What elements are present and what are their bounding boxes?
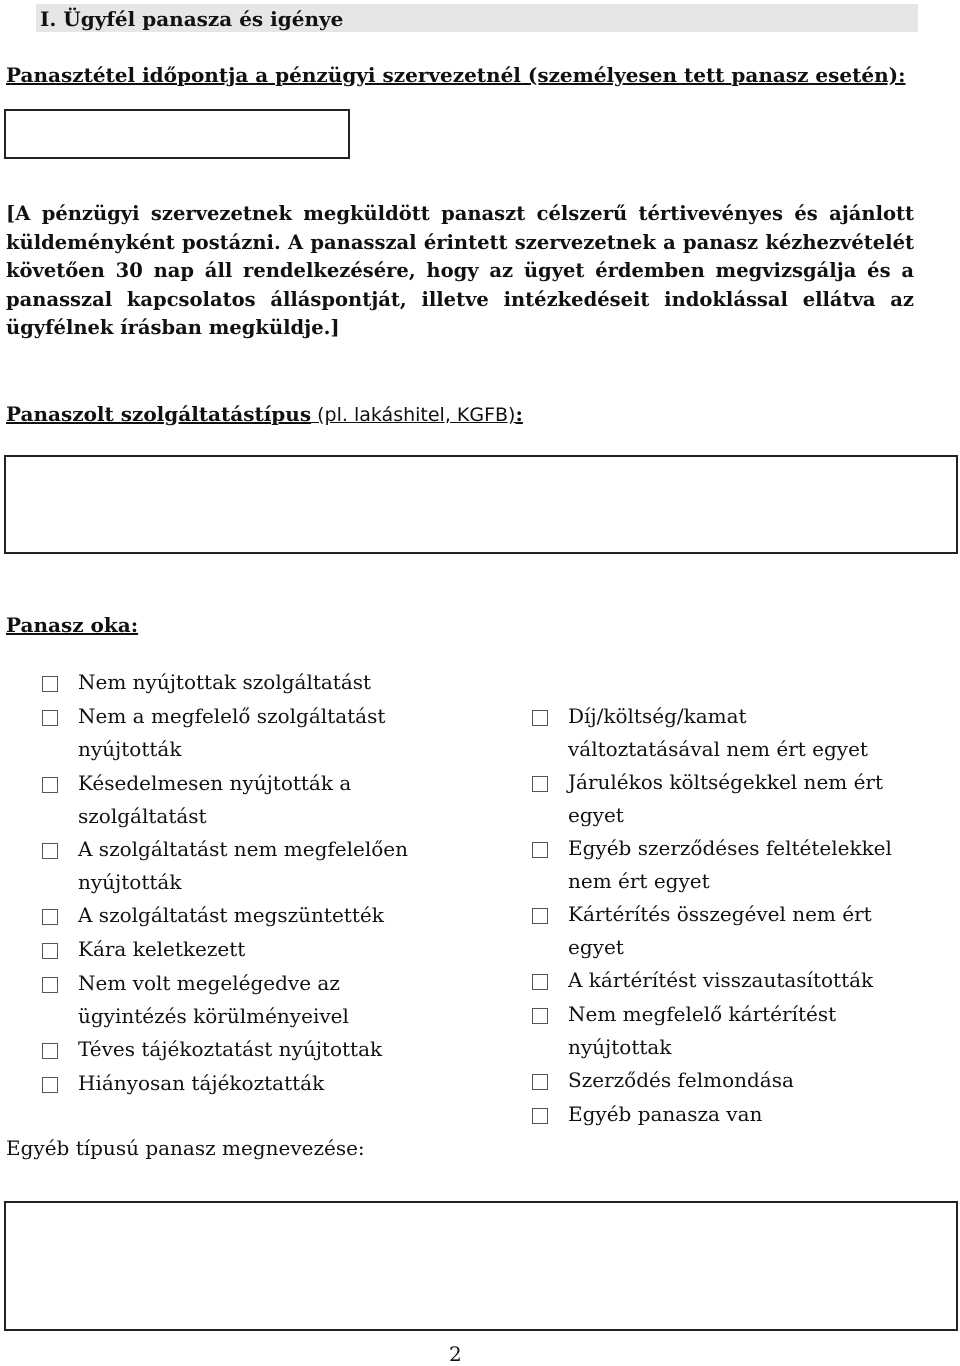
checkbox[interactable] <box>42 1043 58 1059</box>
reason-option-text: Nem volt megelégedve az <box>78 971 340 995</box>
service-type-note: (pl. lakáshitel, KGFB) <box>311 404 516 426</box>
reason-option[interactable] <box>532 898 872 964</box>
reason-option-text: nyújtották <box>78 737 182 761</box>
reason-option[interactable] <box>42 700 385 766</box>
reason-option-text: Járulékos költségekkel nem ért <box>568 770 884 794</box>
notice-paragraph: [A pénzügyi szervezetnek megküldött panaszt célszerű tértivevényes és ajánlott küldeményként postázni. A panasszal érintett szervezetnek a panasz kézhezvételét követően 30 nap áll rendelkezésére, hogy az ügyet érdemben megvizsgálja és a panasszal kapcsolatos álláspontját, illetve intézkedéseit indoklással ellátva az ügyfélnek írásban megküldje.] <box>6 202 914 340</box>
reason-option-text: A szolgáltatást nem megfelelően <box>78 837 409 861</box>
reason-option[interactable] <box>532 998 836 1064</box>
checkbox[interactable] <box>532 974 548 990</box>
reason-option[interactable] <box>42 967 349 1033</box>
reason-option-text: ügyintézés körülményeivel <box>78 1004 349 1028</box>
reason-option-text: Hiányosan tájékoztatták <box>78 1071 325 1095</box>
reason-option-text: Egyéb panasza van <box>568 1102 763 1126</box>
reason-option-text: egyet <box>568 803 624 827</box>
reason-option-text: Nem a megfelelő szolgáltatást <box>78 704 386 728</box>
reason-option[interactable] <box>42 833 408 899</box>
checkbox[interactable] <box>532 1074 548 1090</box>
reason-option-text: szolgáltatást <box>78 804 207 828</box>
checkbox[interactable] <box>42 943 58 959</box>
reason-option-text: A kártérítést visszautasították <box>568 968 874 992</box>
complaint-time-label: Panasztétel időpontja a pénzügyi szervezetnél (személyesen tett panasz esetén): <box>6 63 906 87</box>
reason-option[interactable] <box>42 899 384 932</box>
reason-option-text: Nem nyújtottak szolgáltatást <box>78 670 372 694</box>
checkbox[interactable] <box>532 710 548 726</box>
reason-option-text: Kára keletkezett <box>78 937 246 961</box>
reason-option-text: Egyéb szerződéses feltételekkel <box>568 836 892 860</box>
section-header <box>36 4 918 32</box>
reason-option-text: Nem megfelelő kártérítést <box>568 1002 837 1026</box>
service-type-field[interactable] <box>4 455 958 554</box>
reason-option-text: nyújtottak <box>568 1035 672 1059</box>
service-type-label-row <box>6 402 523 426</box>
complaint-time-field[interactable] <box>4 109 350 159</box>
reason-option[interactable] <box>42 1067 324 1100</box>
reason-option[interactable] <box>532 1098 762 1131</box>
checkbox[interactable] <box>42 710 58 726</box>
checkbox[interactable] <box>532 1008 548 1024</box>
other-label: Egyéb típusú panasz megnevezése: <box>6 1136 365 1160</box>
service-type-label: Panaszolt szolgáltatástípus <box>6 402 312 426</box>
service-type-colon: : <box>515 402 523 426</box>
reason-option[interactable] <box>42 1033 382 1066</box>
reason-option[interactable] <box>42 666 371 699</box>
checkbox[interactable] <box>532 908 548 924</box>
reason-option[interactable] <box>532 1064 794 1097</box>
section-title: I. Ügyfél panasza és igénye <box>40 7 344 31</box>
reason-label: Panasz oka: <box>6 613 139 637</box>
checkbox[interactable] <box>42 909 58 925</box>
checkbox[interactable] <box>42 977 58 993</box>
reason-option-text: egyet <box>568 935 624 959</box>
reason-option-text: Késedelmesen nyújtották a <box>78 771 352 795</box>
reason-option[interactable] <box>532 766 883 832</box>
reason-option-text: változtatásával nem ért egyet <box>568 737 868 761</box>
reason-option-text: Díj/költség/kamat <box>568 704 747 728</box>
checkbox[interactable] <box>42 676 58 692</box>
reason-option-text: nyújtották <box>78 870 182 894</box>
checkbox[interactable] <box>532 1108 548 1124</box>
reason-option[interactable] <box>42 767 351 833</box>
other-field[interactable] <box>4 1201 958 1331</box>
checkbox[interactable] <box>42 1077 58 1093</box>
checkbox[interactable] <box>42 777 58 793</box>
reason-option-text: Szerződés felmondása <box>568 1068 794 1092</box>
reason-option[interactable] <box>532 832 892 898</box>
reason-option-text: Téves tájékoztatást nyújtottak <box>78 1037 383 1061</box>
reason-option[interactable] <box>532 964 873 997</box>
reason-option[interactable] <box>532 700 868 766</box>
reason-option-text: A szolgáltatást megszüntették <box>78 903 384 927</box>
reason-option-text: nem ért egyet <box>568 869 710 893</box>
page-number: 2 <box>449 1342 462 1366</box>
checkbox[interactable] <box>532 776 548 792</box>
reason-option-text: Kártérítés összegével nem ért <box>568 902 872 926</box>
checkbox[interactable] <box>532 842 548 858</box>
reason-option[interactable] <box>42 933 245 966</box>
checkbox[interactable] <box>42 843 58 859</box>
